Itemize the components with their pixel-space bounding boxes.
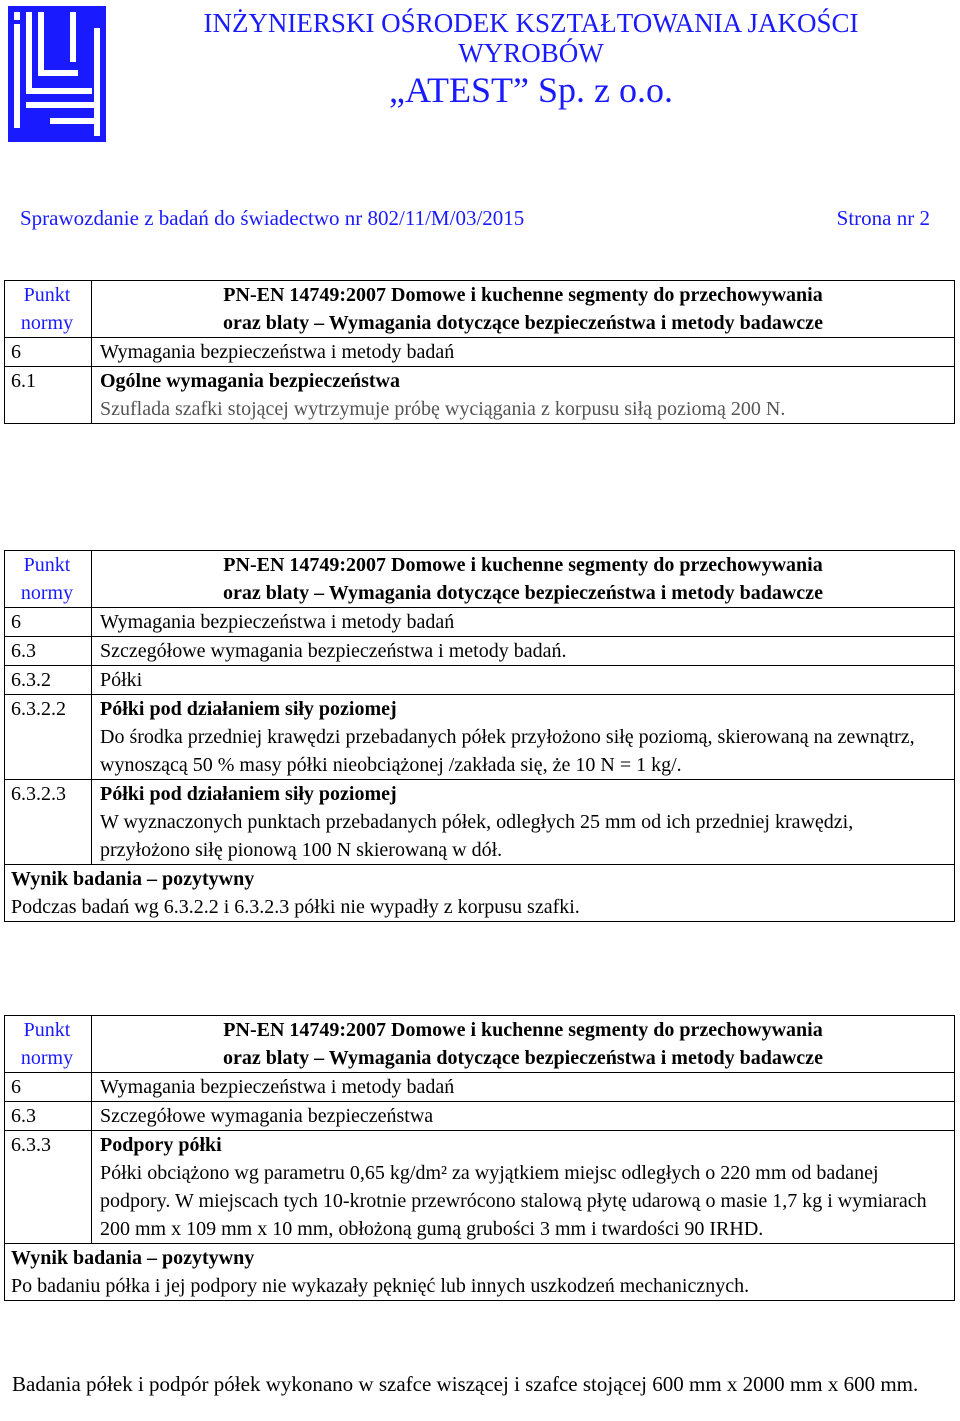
row-text <box>92 780 955 865</box>
result-text: Po badaniu półka i jej podpory nie wykazały pęknięć lub innych uszkodzeń mechanicznych. <box>11 1275 750 1297</box>
standard-title: PN-EN 14749:2007 Domowe i kuchenne segmenty do przechowywania oraz blaty – Wymagania dotyczące bezpieczeństwa i metody badawcze <box>92 1016 955 1073</box>
row-text: Wymagania bezpieczeństwa i metody badań <box>92 608 955 637</box>
row-detail: Półki obciążono wg parametru 0,65 kg/dm² za wyjątkiem miejsc odległych o 220 mm od badanej podpory. W miejscach tych 10-krotnie przewrócono stalową płytę udarową o masie 1,7 kg i wymiarach 200 mm x 109 mm x 10 mm, obłożoną gumą grubości 3 mm i twardości 90 IRHD. <box>100 1162 927 1240</box>
result-cell <box>5 865 955 922</box>
result-cell <box>5 1244 955 1301</box>
standard-title: PN-EN 14749:2007 Domowe i kuchenne segmenty do przechowywania oraz blaty – Wymagania dotyczące bezpieczeństwa i metody badawcze <box>92 281 955 338</box>
row-number: 6.1 <box>5 367 92 424</box>
page-number: Strona nr 2 <box>836 206 930 230</box>
footer-note: Badania półek i podpór półek wykonano w szafce wiszącej i szafce stojącej 600 mm x 2000 mm x 600 mm. <box>12 1372 919 1396</box>
standard-block-1 <box>4 280 955 424</box>
company-name <box>116 8 946 112</box>
row-text: Półki <box>92 666 955 695</box>
result-text: Podczas badań wg 6.3.2.2 i 6.3.2.3 półki nie wypadły z korpusu szafki. <box>11 896 580 918</box>
row-text: Wymagania bezpieczeństwa i metody badań <box>92 1073 955 1102</box>
report-subheader <box>20 206 930 231</box>
punkt-normy-label: Punkt normy <box>5 281 92 338</box>
report-title: Sprawozdanie z badań do świadectwo nr 802/11/M/03/2015 <box>20 206 525 230</box>
punkt-normy-label: Punkt normy <box>5 551 92 608</box>
row-detail: Szuflada szafki stojącej wytrzymuje próbę wyciągania z korpusu siłą poziomą 200 N. <box>100 398 786 420</box>
row-text <box>92 1131 955 1244</box>
row-number: 6 <box>5 1073 92 1102</box>
company-name-line3: „ATEST” Sp. z o.o. <box>389 70 673 110</box>
result-title: Wynik badania – pozytywny <box>11 1247 255 1269</box>
row-text: Szczegółowe wymagania bezpieczeństwa i metody badań. <box>92 637 955 666</box>
row-heading: Ogólne wymagania bezpieczeństwa <box>100 370 400 392</box>
row-number: 6.3.2.2 <box>5 695 92 780</box>
punkt-normy-label: Punkt normy <box>5 1016 92 1073</box>
row-number: 6 <box>5 338 92 367</box>
row-text <box>92 695 955 780</box>
result-title: Wynik badania – pozytywny <box>11 868 255 890</box>
row-number: 6.3.2 <box>5 666 92 695</box>
row-detail: Do środka przedniej krawędzi przebadanych półek przyłożono siłę poziomą, skierowaną na zewnątrz, wynoszącą 50 % masy półki nieobciążonej /zakłada się, że 10 N = 1 kg/. <box>100 726 915 776</box>
row-detail: W wyznaczonych punktach przebadanych półek, odległych 25 mm od ich przedniej krawędzi, przyłożono siłę pionową 100 N skierowaną w dół. <box>100 811 854 861</box>
row-text: Wymagania bezpieczeństwa i metody badań <box>92 338 955 367</box>
standard-block-2 <box>4 550 955 922</box>
company-name-line2: WYROBÓW <box>458 38 604 68</box>
row-number: 6 <box>5 608 92 637</box>
row-number: 6.3 <box>5 1102 92 1131</box>
row-number: 6.3.3 <box>5 1131 92 1244</box>
row-heading: Podpory półki <box>100 1134 222 1156</box>
company-name-line1: INŻYNIERSKI OŚRODEK KSZTAŁTOWANIA JAKOŚCI <box>203 8 859 38</box>
row-number: 6.3 <box>5 637 92 666</box>
row-heading: Półki pod działaniem siły poziomej <box>100 783 397 805</box>
company-logo-icon <box>8 6 106 142</box>
row-heading: Półki pod działaniem siły poziomej <box>100 698 397 720</box>
standard-title: PN-EN 14749:2007 Domowe i kuchenne segmenty do przechowywania oraz blaty – Wymagania dotyczące bezpieczeństwa i metody badawcze <box>92 551 955 608</box>
row-text <box>92 367 955 424</box>
row-number: 6.3.2.3 <box>5 780 92 865</box>
standard-block-3 <box>4 1015 955 1301</box>
row-text: Szczegółowe wymagania bezpieczeństwa <box>92 1102 955 1131</box>
